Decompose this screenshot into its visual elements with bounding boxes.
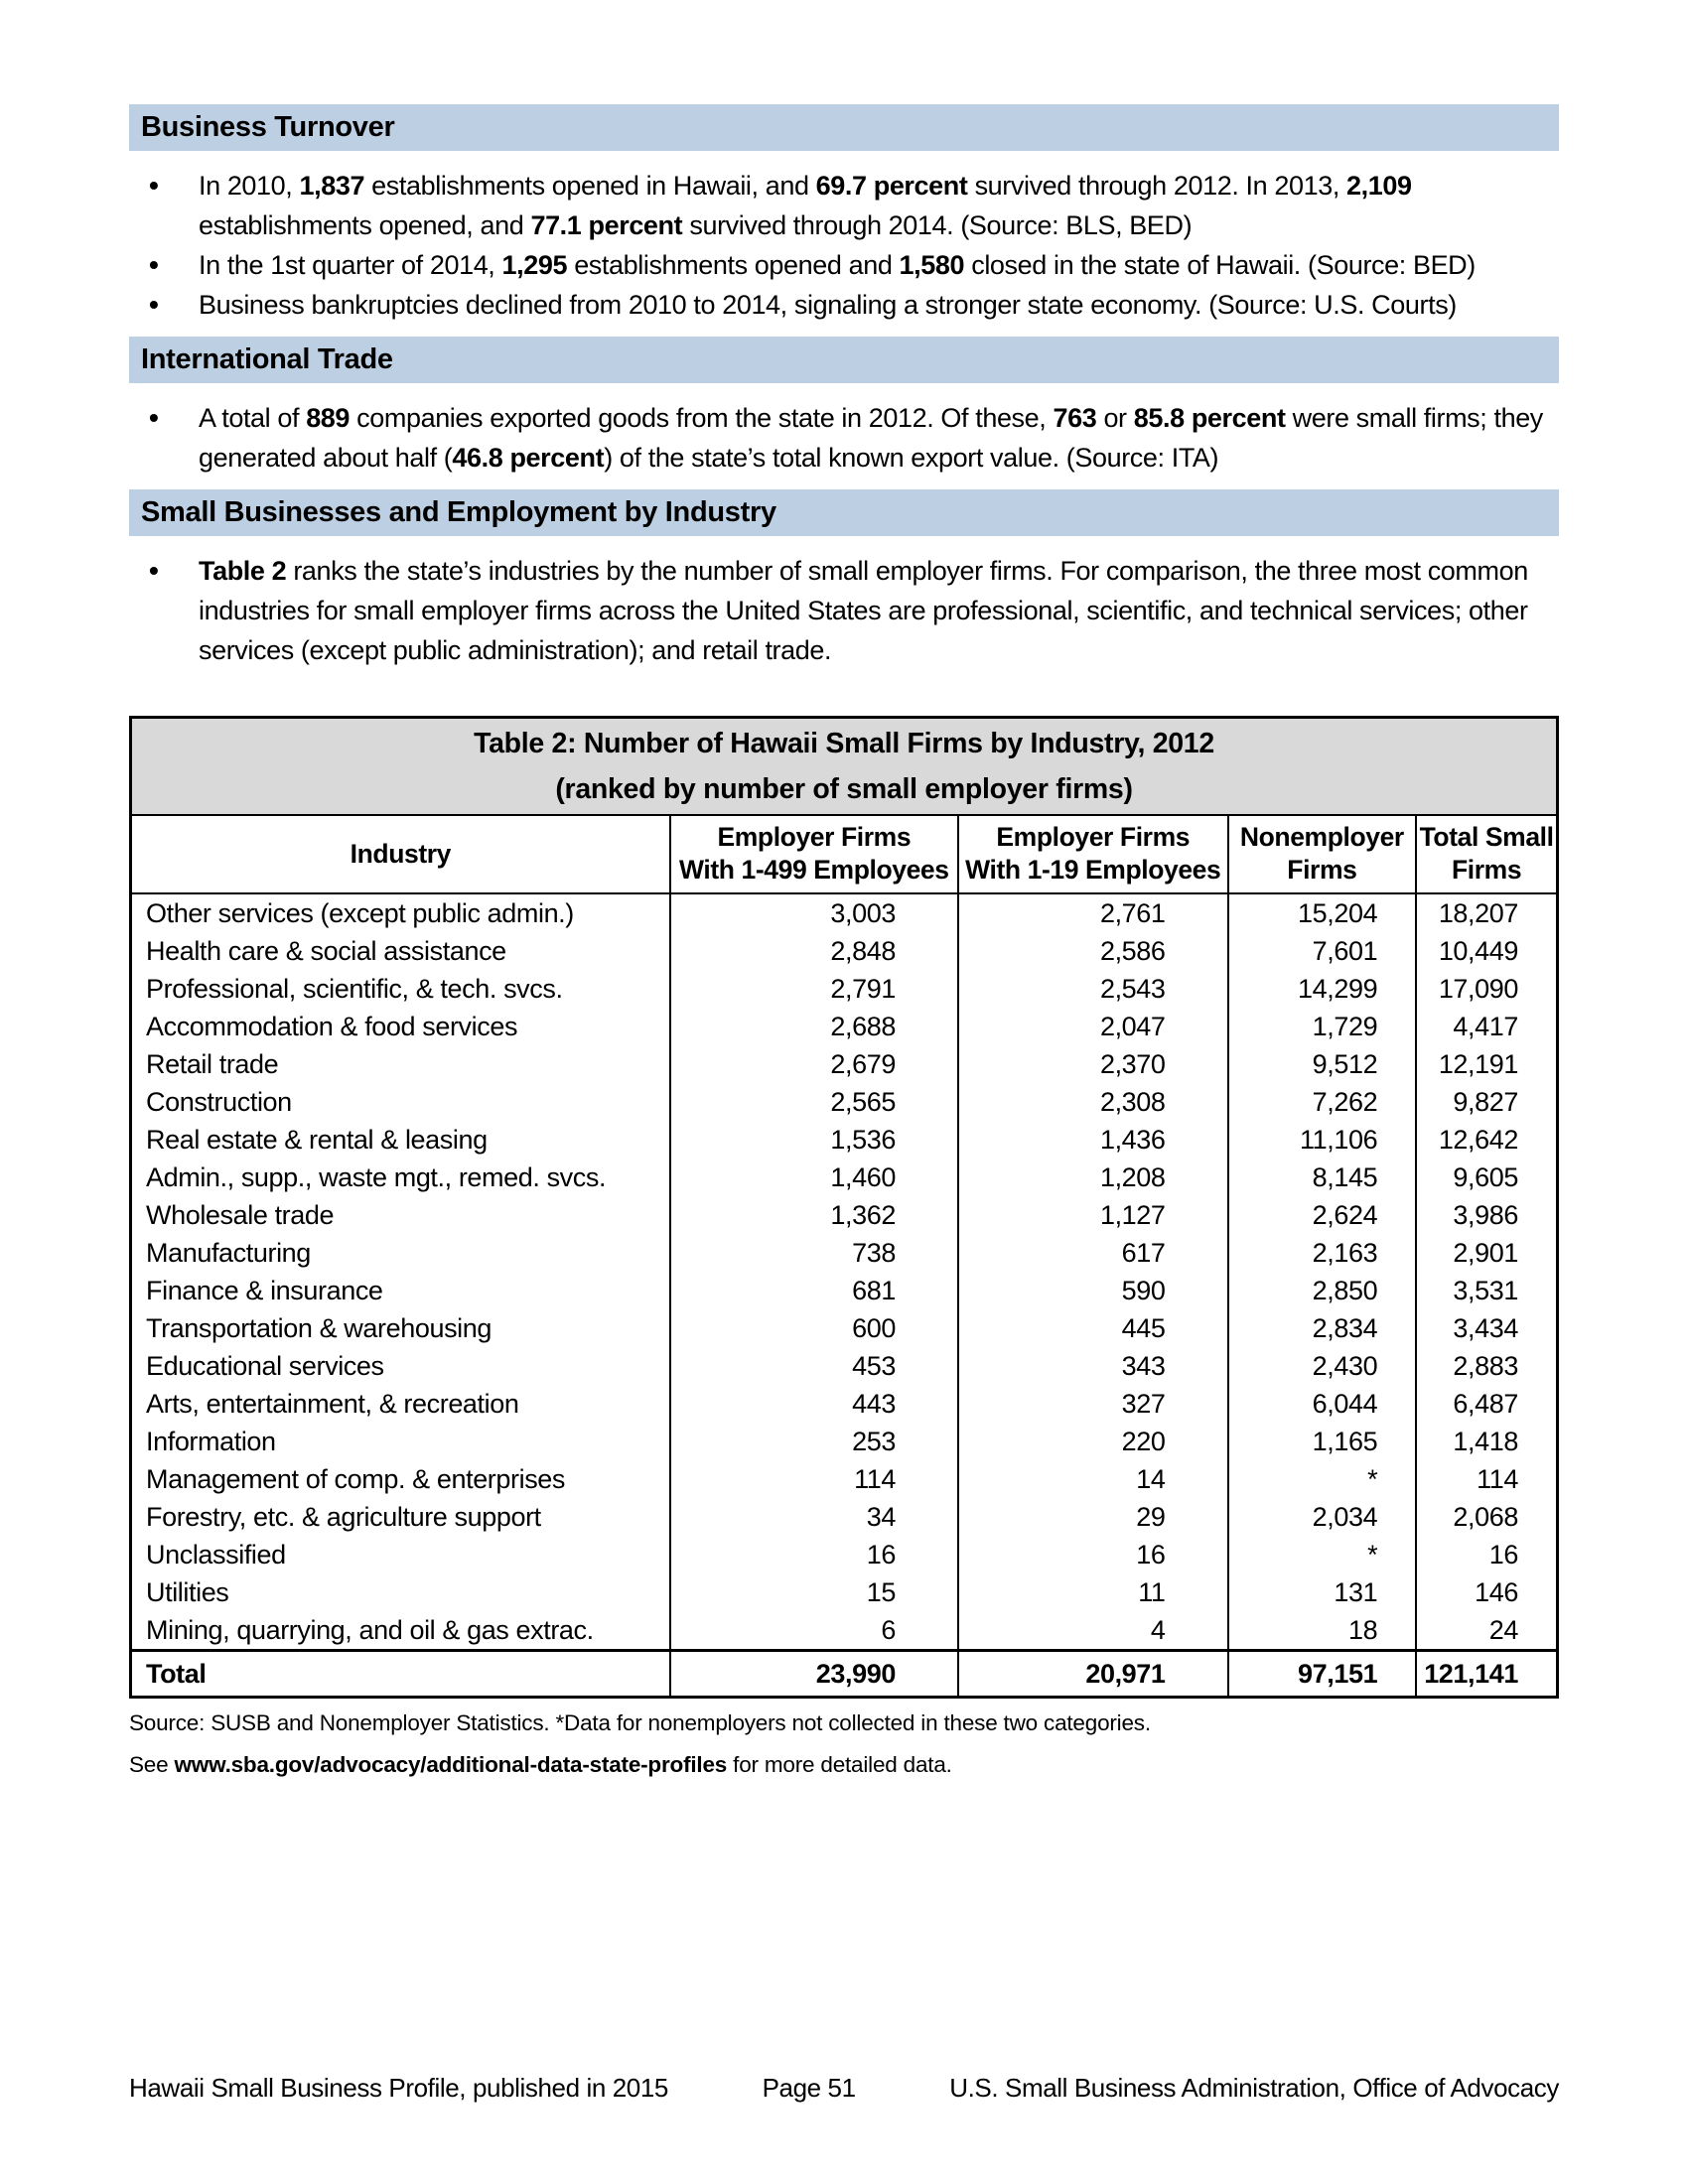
bullet-item: • In 2010, 1,837 establishments opened in Hawaii, and 69.7 percent survived through 2012. In 2013, 2,109 establishments opened, and 77.1 percent survived through 2014. (Source: BLS, BED) bbox=[129, 166, 1559, 245]
cell-industry: Mining, quarrying, and oil & gas extrac. bbox=[146, 1614, 594, 1645]
cell-value: 14 bbox=[958, 1460, 1228, 1498]
cell-value: 2,430 bbox=[1228, 1347, 1417, 1385]
cell-value: 14,299 bbox=[1228, 970, 1417, 1008]
table-title: Table 2: Number of Hawaii Small Firms by Industry, 2012 bbox=[474, 728, 1214, 759]
bullet-item: • Business bankruptcies declined from 2010 to 2014, signaling a stronger state economy. (Source: U.S. Courts) bbox=[129, 285, 1559, 325]
cell-value: 2,308 bbox=[958, 1083, 1228, 1121]
footer-agency: U.S. Small Business Administration, Office of Advocacy bbox=[949, 2073, 1559, 2103]
footer-publication: Hawaii Small Business Profile, published in 2015 bbox=[129, 2073, 668, 2103]
cell-value: 8,145 bbox=[1228, 1159, 1417, 1196]
cell-value: 146 bbox=[1416, 1573, 1557, 1611]
cell-value: 4,417 bbox=[1416, 1008, 1557, 1045]
cell-value: 7,601 bbox=[1228, 932, 1417, 970]
cell-value: 11,106 bbox=[1228, 1121, 1417, 1159]
cell-industry: Management of comp. & enterprises bbox=[146, 1463, 566, 1494]
footer-page-number: Page 51 bbox=[762, 2073, 856, 2103]
cell-industry: Accommodation & food services bbox=[146, 1011, 518, 1041]
cell-value: 18 bbox=[1228, 1611, 1417, 1651]
column-header-nonemployer: Nonemployer Firms bbox=[1228, 815, 1417, 893]
table-row bbox=[131, 932, 1558, 970]
table-row bbox=[131, 1423, 1558, 1460]
cell-industry: Utilities bbox=[146, 1576, 229, 1607]
cell-value: 220 bbox=[958, 1423, 1228, 1460]
cell-value: 114 bbox=[1416, 1460, 1557, 1498]
cell-value: 1,436 bbox=[958, 1121, 1228, 1159]
table-row bbox=[131, 1083, 1558, 1121]
table-row bbox=[131, 893, 1558, 932]
cell-value: 15,204 bbox=[1228, 893, 1417, 932]
total-employer-1-19: 20,971 bbox=[958, 1651, 1228, 1698]
cell-value: 1,165 bbox=[1228, 1423, 1417, 1460]
cell-value: 10,449 bbox=[1416, 932, 1557, 970]
cell-value: 2,679 bbox=[670, 1045, 958, 1083]
cell-value: 2,850 bbox=[1228, 1272, 1417, 1309]
bullet-list-small-businesses-employment bbox=[129, 551, 1559, 670]
table-row bbox=[131, 1611, 1558, 1651]
cell-industry: Arts, entertainment, & recreation bbox=[146, 1388, 519, 1419]
cell-value: 1,208 bbox=[958, 1159, 1228, 1196]
cell-value: 343 bbox=[958, 1347, 1228, 1385]
cell-value: 29 bbox=[958, 1498, 1228, 1536]
cell-value: 17,090 bbox=[1416, 970, 1557, 1008]
column-header-employer-1-19: Employer Firms With 1-19 Employees bbox=[958, 815, 1228, 893]
cell-value: 600 bbox=[670, 1309, 958, 1347]
table-row bbox=[131, 1498, 1558, 1536]
cell-value: 9,512 bbox=[1228, 1045, 1417, 1083]
cell-value: 6,044 bbox=[1228, 1385, 1417, 1423]
cell-value: 1,536 bbox=[670, 1121, 958, 1159]
cell-value: 34 bbox=[670, 1498, 958, 1536]
cell-value: 12,642 bbox=[1416, 1121, 1557, 1159]
cell-value: 16 bbox=[670, 1536, 958, 1573]
bullet-list-business-turnover bbox=[129, 166, 1559, 325]
cell-value: 114 bbox=[670, 1460, 958, 1498]
table-title-block bbox=[131, 718, 1558, 816]
bullet-item: • A total of 889 companies exported goods from the state in 2012. Of these, 763 or 85.8 percent were small firms; they generated about half (46.8 percent) of the state’s total known export value. (Source: ITA) bbox=[129, 398, 1559, 478]
cell-value: 3,531 bbox=[1416, 1272, 1557, 1309]
total-label: Total bbox=[131, 1651, 670, 1698]
cell-value: 1,418 bbox=[1416, 1423, 1557, 1460]
cell-industry: Transportation & warehousing bbox=[146, 1312, 492, 1343]
cell-value: 3,003 bbox=[670, 893, 958, 932]
cell-value: 738 bbox=[670, 1234, 958, 1272]
cell-industry: Other services (except public admin.) bbox=[146, 897, 574, 928]
cell-industry: Finance & insurance bbox=[146, 1275, 383, 1305]
cell-value: 2,565 bbox=[670, 1083, 958, 1121]
cell-value: 131 bbox=[1228, 1573, 1417, 1611]
table-row bbox=[131, 1536, 1558, 1573]
table-row bbox=[131, 1573, 1558, 1611]
cell-value: 18,207 bbox=[1416, 893, 1557, 932]
table-row bbox=[131, 1008, 1558, 1045]
table-row bbox=[131, 1121, 1558, 1159]
cell-value: 453 bbox=[670, 1347, 958, 1385]
cell-industry: Forestry, etc. & agriculture support bbox=[146, 1501, 541, 1532]
cell-value: 15 bbox=[670, 1573, 958, 1611]
table-row bbox=[131, 1385, 1558, 1423]
cell-value: 24 bbox=[1416, 1611, 1557, 1651]
table-row bbox=[131, 1347, 1558, 1385]
cell-value: 1,127 bbox=[958, 1196, 1228, 1234]
cell-value: 2,834 bbox=[1228, 1309, 1417, 1347]
cell-value: 2,163 bbox=[1228, 1234, 1417, 1272]
page-footer bbox=[129, 2073, 1559, 2104]
cell-value: 327 bbox=[958, 1385, 1228, 1423]
table-body bbox=[131, 893, 1558, 1651]
section-heading-international-trade: International Trade bbox=[129, 337, 1559, 383]
bullet-list-international-trade bbox=[129, 398, 1559, 478]
cell-value: 2,047 bbox=[958, 1008, 1228, 1045]
cell-value: 2,848 bbox=[670, 932, 958, 970]
table-row bbox=[131, 970, 1558, 1008]
table-row bbox=[131, 1045, 1558, 1083]
table-row bbox=[131, 1234, 1558, 1272]
cell-value: 2,688 bbox=[670, 1008, 958, 1045]
cell-value: 590 bbox=[958, 1272, 1228, 1309]
cell-industry: Wholesale trade bbox=[146, 1199, 335, 1230]
cell-value: 2,543 bbox=[958, 970, 1228, 1008]
table-footnote-link: See www.sba.gov/advocacy/additional-data-state-profiles for more detailed data. bbox=[129, 1752, 952, 1777]
cell-value: 2,624 bbox=[1228, 1196, 1417, 1234]
cell-value: 1,460 bbox=[670, 1159, 958, 1196]
cell-value: * bbox=[1228, 1460, 1417, 1498]
cell-value: 2,901 bbox=[1416, 1234, 1557, 1272]
table-row bbox=[131, 1460, 1558, 1498]
cell-value: 1,729 bbox=[1228, 1008, 1417, 1045]
cell-industry: Real estate & rental & leasing bbox=[146, 1124, 488, 1155]
cell-value: 1,362 bbox=[670, 1196, 958, 1234]
cell-value: 2,761 bbox=[958, 893, 1228, 932]
total-employer-1-499: 23,990 bbox=[670, 1651, 958, 1698]
table-total-row bbox=[131, 1651, 1558, 1698]
cell-value: 16 bbox=[1416, 1536, 1557, 1573]
cell-value: 4 bbox=[958, 1611, 1228, 1651]
cell-value: 6,487 bbox=[1416, 1385, 1557, 1423]
cell-industry: Professional, scientific, & tech. svcs. bbox=[146, 973, 563, 1004]
cell-industry: Information bbox=[146, 1426, 276, 1456]
cell-value: 2,586 bbox=[958, 932, 1228, 970]
cell-value: 253 bbox=[670, 1423, 958, 1460]
table-subtitle: (ranked by number of small employer firms) bbox=[555, 773, 1133, 805]
cell-value: 12,191 bbox=[1416, 1045, 1557, 1083]
cell-value: 9,605 bbox=[1416, 1159, 1557, 1196]
cell-value: 2,883 bbox=[1416, 1347, 1557, 1385]
column-header-industry: Industry bbox=[131, 815, 670, 893]
cell-industry: Health care & social assistance bbox=[146, 935, 506, 966]
industry-table bbox=[129, 716, 1559, 1699]
cell-value: 3,986 bbox=[1416, 1196, 1557, 1234]
cell-value: 7,262 bbox=[1228, 1083, 1417, 1121]
cell-industry: Manufacturing bbox=[146, 1237, 311, 1268]
cell-value: 2,370 bbox=[958, 1045, 1228, 1083]
cell-industry: Admin., supp., waste mgt., remed. svcs. bbox=[146, 1161, 607, 1192]
cell-industry: Unclassified bbox=[146, 1539, 286, 1570]
bullet-item: • In the 1st quarter of 2014, 1,295 establishments opened and 1,580 closed in the state of Hawaii. (Source: BED) bbox=[129, 245, 1559, 285]
cell-value: 6 bbox=[670, 1611, 958, 1651]
cell-value: 445 bbox=[958, 1309, 1228, 1347]
cell-value: 3,434 bbox=[1416, 1309, 1557, 1347]
cell-value: 681 bbox=[670, 1272, 958, 1309]
column-header-total-small: Total Small Firms bbox=[1416, 815, 1557, 893]
cell-value: 617 bbox=[958, 1234, 1228, 1272]
cell-industry: Construction bbox=[146, 1086, 292, 1117]
cell-value: * bbox=[1228, 1536, 1417, 1573]
cell-value: 11 bbox=[958, 1573, 1228, 1611]
total-nonemployer: 97,151 bbox=[1228, 1651, 1417, 1698]
total-small-firms: 121,141 bbox=[1416, 1651, 1557, 1698]
cell-value: 9,827 bbox=[1416, 1083, 1557, 1121]
cell-value: 2,068 bbox=[1416, 1498, 1557, 1536]
column-header-employer-1-499: Employer Firms With 1-499 Employees bbox=[670, 815, 958, 893]
cell-value: 2,034 bbox=[1228, 1498, 1417, 1536]
cell-value: 443 bbox=[670, 1385, 958, 1423]
cell-value: 16 bbox=[958, 1536, 1228, 1573]
bullet-item: • Table 2 ranks the state’s industries by the number of small employer firms. For comparison, the three most common industries for small employer firms across the United States are professional, scientific, and technical services; other services (except public administration); and retail trade. bbox=[129, 551, 1559, 670]
table-row bbox=[131, 1272, 1558, 1309]
table-row bbox=[131, 1196, 1558, 1234]
section-heading-business-turnover: Business Turnover bbox=[129, 104, 1559, 151]
cell-value: 2,791 bbox=[670, 970, 958, 1008]
table-row bbox=[131, 1159, 1558, 1196]
table-row bbox=[131, 1309, 1558, 1347]
section-heading-small-businesses-employment: Small Businesses and Employment by Industry bbox=[129, 489, 1559, 536]
cell-industry: Educational services bbox=[146, 1350, 384, 1381]
table-footnote-source: Source: SUSB and Nonemployer Statistics. *Data for nonemployers not collected in these two categories. bbox=[129, 1710, 1151, 1735]
cell-industry: Retail trade bbox=[146, 1048, 279, 1079]
